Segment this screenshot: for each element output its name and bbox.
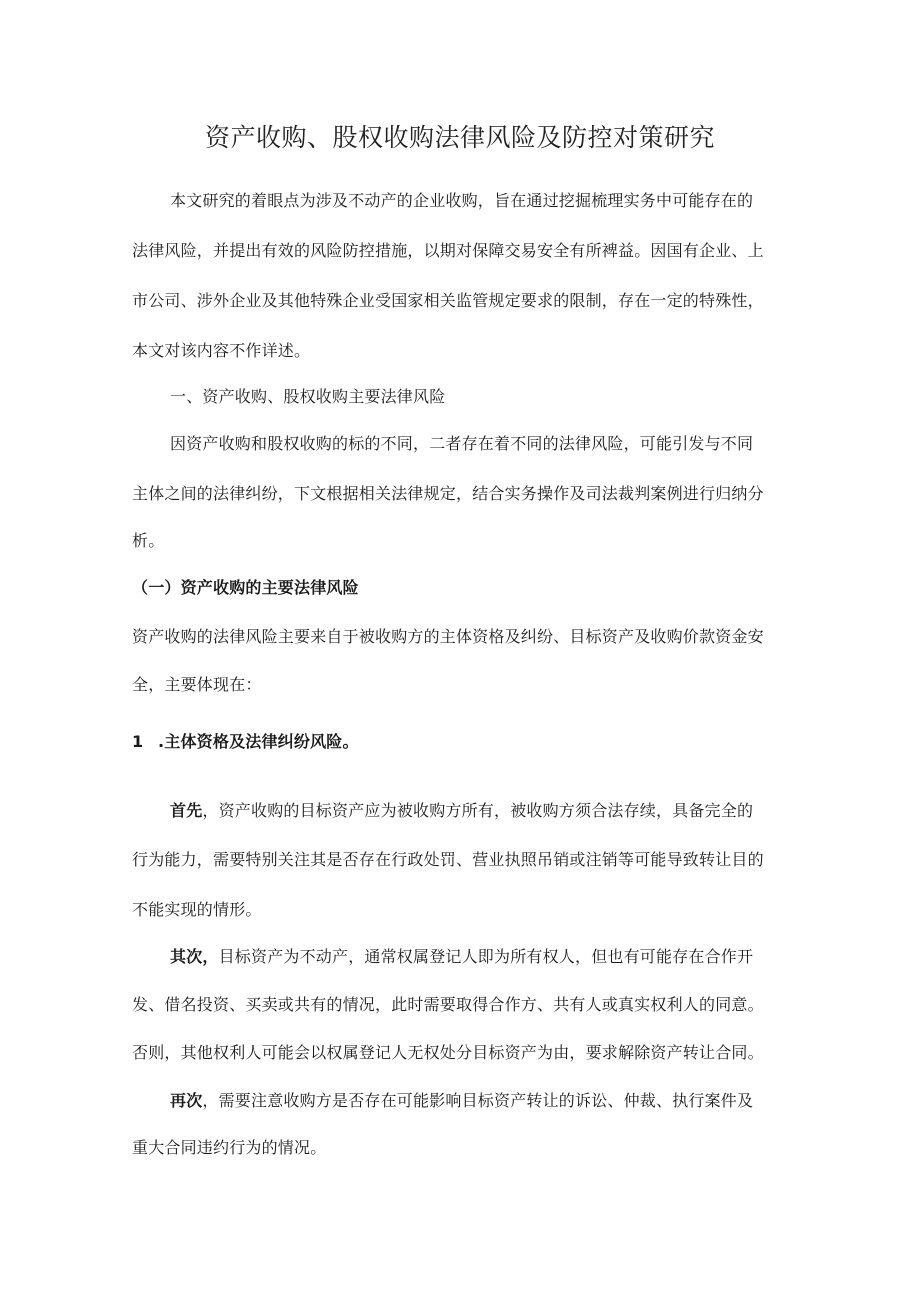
section-line-2: 主体之间的法律纠纷，下文根据相关法律规定，结合实务操作及司法裁判案例进行归纳分	[132, 484, 764, 503]
para-second-line-3: 否则，其他权利人可能会以权属登记人无权处分目标资产为由，要求解除资产转让合同。	[132, 1043, 764, 1062]
para-first-line-2: 行为能力，需要特别关注其是否存在行政处罚、营业执照吊销或注销等可能导致转让目的	[132, 850, 764, 869]
para-third-line-1	[170, 1089, 753, 1113]
section-line-3: 析。	[132, 531, 165, 550]
para-second-line-2: 发、借名投资、买卖或共有的情况，此时需要取得合作方、共有人或真实权利人的同意。	[132, 995, 764, 1014]
section-heading: 一、资产收购、股权收购主要法律风险	[170, 387, 446, 406]
para-third-lead: 再次	[170, 1091, 203, 1110]
document-title: 资产收购、股权收购法律风险及防控对策研究	[204, 123, 715, 152]
intro-line-2: 法律风险，并提出有效的风险防控措施，以期对保障交易安全有所裨益。因国有企业、上	[132, 241, 764, 260]
para-first-line-3: 不能实现的情形。	[132, 900, 262, 919]
intro-line-3: 市公司、涉外企业及其他特殊企业受国家相关监管规定要求的限制，存在一定的特殊性，	[132, 291, 764, 310]
para-first-line-1	[170, 799, 753, 823]
subsection-line-2: 全，主要体现在：	[132, 675, 262, 694]
para-second-line-1	[170, 945, 753, 969]
subsection-line-1: 资产收购的法律风险主要来自于被收购方的主体资格及纠纷、目标资产及收购价款资金安	[132, 627, 764, 646]
para-third-text: ，需要注意收购方是否存在可能影响目标资产转让的诉讼、仲裁、执行案件及	[202, 1091, 754, 1110]
para-second-text: 目标资产为不动产，通常权属登记人即为所有权人，但也有可能存在合作开	[218, 947, 754, 966]
item-number: 1	[132, 732, 144, 751]
para-second-lead: 其次，	[170, 947, 219, 966]
para-first-lead: 首先	[170, 801, 203, 820]
para-third-line-2: 重大合同违约行为的情况。	[132, 1138, 327, 1157]
subsection-heading: （一）资产收购的主要法律风险	[132, 578, 359, 597]
item-heading: .主体资格及法律纠纷风险。	[158, 732, 359, 751]
para-first-text: ，资产收购的目标资产应为被收购方所有，被收购方须合法存续，具备完全的	[202, 801, 754, 820]
intro-line-4: 本文对该内容不作详述。	[132, 341, 311, 360]
section-line-1: 因资产收购和股权收购的标的不同，二者存在着不同的法律风险，可能引发与不同	[170, 434, 754, 453]
intro-line-1: 本文研究的着眼点为涉及不动产的企业收购，旨在通过挖掘梳理实务中可能存在的	[170, 191, 754, 210]
